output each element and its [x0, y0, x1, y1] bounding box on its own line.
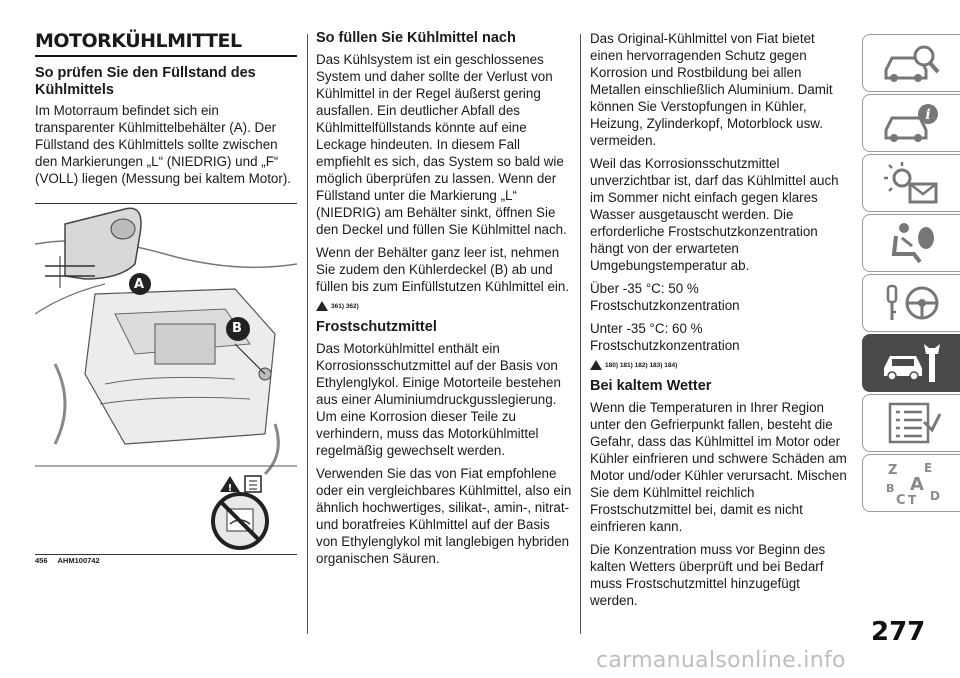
- tab-car-info[interactable]: [862, 94, 960, 152]
- tab-key-steering[interactable]: [862, 274, 960, 332]
- car-wrench-icon: [880, 340, 944, 386]
- paragraph-corrosion: Weil das Korrosionsschutzmittel unverzichtbar ist, darf das Kühlmittel auch im Sommer nicht einfach gegen klares Wasser ausgetauscht werden. Die erforderliche Frostschutzkonzentration hängt von der erwarteten Umgebungstemperatur ab.: [590, 156, 839, 273]
- section-heading-check-level: So prüfen Sie den Füllstand des Kühlmittels: [35, 65, 256, 98]
- paragraph-check-level: Im Motorraum befindet sich ein transparenter Kühlmittelbehälter (A). Der Füllstand des Kühlmittels sollte zwischen den Markierungen „L“ (NIEDRIG) und „F“ (VOLL) liegen (Messung bei kaltem Motor).: [35, 103, 292, 186]
- column-divider-2: [580, 34, 581, 634]
- checklist-icon: [880, 400, 944, 446]
- paragraph-antifreeze-1: Das Motorkühlmittel enthält ein Korrosionsschutzmittel auf der Basis von Ethylenglykol. Einige Motorteile bestehen aus einer Aluminiumdruckgusslegierung. Um eine Korrosion dieser Teile zu verhindern, muss das Motorkühlmittel regelmäßig gewechselt werden.: [316, 341, 561, 458]
- figure-number: 456: [35, 556, 48, 565]
- index-letter-d: D: [929, 489, 940, 503]
- page-number: 277: [871, 617, 926, 647]
- column-1: [35, 30, 297, 193]
- section-heading-refill: So füllen Sie Kühlmittel nach: [316, 30, 516, 46]
- paragraph-cold-weather-2: Die Konzentration muss vor Beginn des kalten Wetters überprüft und bei Bedarf muss Frostschutzmittel hinzugefügt werden.: [590, 542, 826, 608]
- paragraph-antifreeze-2: Verwenden Sie das von Fiat empfohlene oder ein vergleichbares Kühlmittel, also ein ähnlich hochwertiges, silikat-, amin-, nitrat- und boratfreies Kühlmittel auf der Basis von Ethylenglykol mit langlebigen hybriden organischen Säuren.: [316, 466, 572, 566]
- index-letter-a: A: [909, 474, 924, 495]
- engine-bay-illustration: [35, 204, 297, 554]
- watermark: carmanualsonline.info: [596, 648, 846, 673]
- paragraph-original-coolant: Das Original-Kühlmittel von Fiat bietet einen hervorragenden Schutz gegen Korrosion und Rostbildung bei allen Metallen einschließlich Aluminium. Damit können Sie Verstopfungen in Kühler, Heizung, Zylinderkopf, Motorblock usw. vermeiden.: [590, 31, 833, 148]
- car-info-icon: [880, 100, 944, 146]
- info-triangle-icon: [590, 360, 602, 370]
- engine-bay-figure: [35, 203, 297, 555]
- index-letter-c: C: [895, 493, 906, 506]
- figure-caption: [35, 556, 110, 565]
- paragraph-above-35: Über -35 °C: 50 % Frostschutzkonzentration: [590, 281, 740, 313]
- reference-numbers: 361) 362): [331, 302, 359, 310]
- tab-car-search[interactable]: [862, 34, 960, 92]
- svg-text:i: i: [924, 107, 931, 123]
- index-letters-icon: [880, 460, 944, 506]
- figure-label-a: A: [134, 277, 145, 292]
- chapter-tab-bar: [856, 34, 960, 514]
- key-steering-icon: [880, 280, 944, 326]
- paragraph-refill-1: Das Kühlsystem ist ein geschlossenes System und daher sollte der Verlust von Kühlmittel in der Regel äußerst gering ausfallen. Ein deutlicher Abfall des Kühlmittelfüllstands könnte auf eine Leckage hindeuten. In diesem Fall empfiehlt es sich, das System so bald wie möglich überprüfen zu lassen. Wenn der Füllstand unter die Markierung „L“ (NIEDRIG) am Behälter sinkt, öffnen Sie den Deckel und füllen Sie Kühlmittel nach.: [316, 52, 567, 237]
- column-3: [590, 30, 848, 615]
- airbag-seat-icon: [880, 220, 944, 266]
- index-letter-b: B: [885, 482, 894, 495]
- tab-car-maintenance[interactable]: [862, 334, 960, 392]
- section-heading-antifreeze: Frostschutzmittel: [316, 319, 437, 335]
- tab-airbag-seat[interactable]: [862, 214, 960, 272]
- column-divider-1: [307, 34, 308, 634]
- warning-references-2: [590, 360, 848, 370]
- column-2: [316, 30, 572, 573]
- page-title: MOTORKÜHLMITTEL: [35, 30, 297, 57]
- index-letter-t: T: [907, 493, 916, 506]
- reference-numbers-2: 180) 181) 182) 183) 184): [605, 361, 678, 369]
- paragraph-cold-weather-1: Wenn die Temperaturen in Ihrer Region unter den Gefrierpunkt fallen, besteht die Gefahr, dass das Kühlmittel im Motor oder Kühler einfrieren und schwere Schäden am Motor und/oder Kühler verursacht. Mischen Sie dem Kühlmittel reichlich Frostschutzmittel bei, damit es nicht einfrieren kann.: [590, 400, 847, 534]
- tab-warning-lights[interactable]: [862, 154, 960, 212]
- paragraph-refill-2: Wenn der Behälter ganz leer ist, nehmen Sie zudem den Kühlerdeckel (B) ab und füllen bis zum Einfüllstutzen Kühlmittel ein.: [316, 245, 570, 294]
- svg-text:!: !: [227, 483, 233, 494]
- index-letter-z: Z: [887, 463, 897, 478]
- paragraph-below-35: Unter -35 °C: 60 % Frostschutzkonzentration: [590, 321, 740, 353]
- tab-checklist[interactable]: [862, 394, 960, 452]
- warning-references: [316, 301, 572, 311]
- figure-label-b: B: [232, 321, 242, 336]
- section-heading-cold-weather: Bei kaltem Wetter: [590, 378, 712, 394]
- warning-lights-icon: [880, 160, 944, 206]
- figure-code: AHM100742: [57, 556, 100, 565]
- index-letter-e: E: [923, 461, 932, 475]
- warning-triangle-icon: [316, 301, 328, 311]
- tab-index[interactable]: [862, 454, 960, 512]
- car-search-icon: [880, 40, 944, 86]
